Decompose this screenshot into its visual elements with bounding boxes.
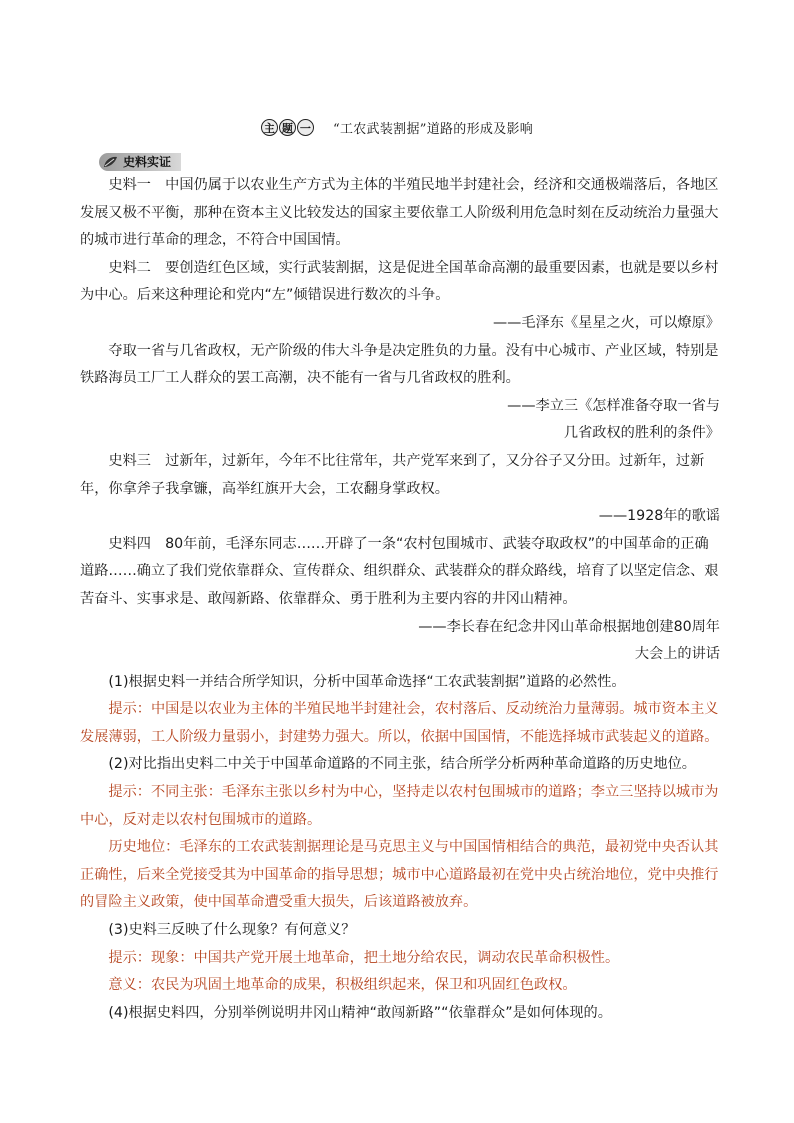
- question-1: (1)根据史料一并结合所学知识，分析中国革命选择“工农武装割据”道路的必然性。: [108, 673, 626, 690]
- question-4: (4)根据史料四，分别举例说明井冈山精神“敢闯新路”“依靠群众”是如何体现的。: [108, 1004, 612, 1021]
- leaf-icon: [102, 155, 118, 169]
- section-label: [99, 153, 181, 171]
- question-3: (3)史料三反映了什么现象？有何意义？: [108, 922, 356, 939]
- content: [80, 172, 720, 1027]
- answer-2-status: 历史地位：毛泽东的工农武装割据理论是马克思主义与中国国情相结合的典范，最初党中央否认其正确性，后来全党接受其为中国革命的指导思想；城市中心道路最初在党中央占统治地位，党中央推行的冒险主义政策，使中国革命遭受重大损失，后该道路被放弃。: [80, 839, 719, 911]
- topic-title: “工农武装割据”道路的形成及影响: [333, 122, 534, 137]
- topic-badge-char: 主: [261, 119, 278, 136]
- material-3-source: ——1928年的歌谣: [598, 508, 720, 525]
- answer-1: 提示：中国是以农业为主体的半殖民地半封建社会，农村落后、反动统治力量薄弱。城市资本主义发展薄弱，工人阶级力量弱小，封建势力强大。所以，依据中国国情，不能选择城市武装起义的道路。: [80, 701, 719, 745]
- question-2: (2)对比指出史料二中关于中国革命道路的不同主张，结合所学分析两种革命道路的历史地位。: [108, 756, 696, 773]
- topic-badge-char: 题: [279, 119, 296, 136]
- material-4: 史料四 80年前，毛泽东同志……开辟了一条“农村包围城市、武装夺取政权”的中国革命的正确道路……确立了我们党依靠群众、宣传群众、组织群众、武装群众的群众路线，培育了以坚定信念、艰苦奋斗、实事求是、敢闯新路、依靠群众、勇于胜利为主要内容的井冈山精神。: [80, 535, 719, 607]
- answer-3-phenomenon: 提示：现象：中国共产党开展土地革命，把土地分给农民，调动农民革命积极性。: [108, 949, 620, 966]
- topic-badge-char: 一: [297, 119, 314, 136]
- material-2-source: ——毛泽东《星星之火，可以燎原》: [492, 314, 720, 331]
- material-4-source-line-1: ——李长春在纪念井冈山革命根据地创建80周年: [418, 618, 720, 635]
- material-2b-source-line-1: ——李立三《怎样准备夺取一省与: [507, 397, 720, 414]
- material-4-source-line-2: 大会上的讲话: [634, 646, 720, 663]
- material-2: 史料二 要创造红色区域，实行武装割据，这是促进全国革命高潮的最重要因素，也就是要以乡村为中心。后来这种理论和党内“左”倾错误进行数次的斗争。: [80, 259, 719, 304]
- material-3: 史料三 过新年，过新年，今年不比往常年，共产党军来到了，又分谷子又分田。过新年，过新年，你拿斧子我拿镰，高举红旗开大会，工农翻身掌政权。: [80, 452, 705, 497]
- topic-badge: [261, 119, 315, 136]
- topic-header: [0, 118, 794, 137]
- answer-3-significance: 意义：农民为巩固土地革命的成果，积极组织起来，保卫和巩固红色政权。: [108, 977, 577, 994]
- answer-2-views: 提示：不同主张：毛泽东主张以乡村为中心，坚持走以农村包围城市的道路；李立三坚持以城市为中心，反对走以农村包围城市的道路。: [80, 784, 719, 828]
- material-2b-source-line-2: 几省政权的胜利的条件》: [563, 425, 720, 442]
- material-1: 史料一 中国仍属于以农业生产方式为主体的半殖民地半封建社会，经济和交通极端落后，各地区发展又极不平衡，那种在资本主义比较发达的国家主要依靠工人阶级利用危急时刻在反动统治力量强大的城市进行革命的理念，不符合中国国情。: [80, 177, 719, 249]
- material-2b: 夺取一省与几省政权，无产阶级的伟大斗争是决定胜负的力量。没有中心城市、产业区域，特别是铁路海员工厂工人群众的罢工高潮，决不能有一省与几省政权的胜利。: [80, 342, 719, 387]
- section-label-text: 史料实证: [123, 155, 172, 169]
